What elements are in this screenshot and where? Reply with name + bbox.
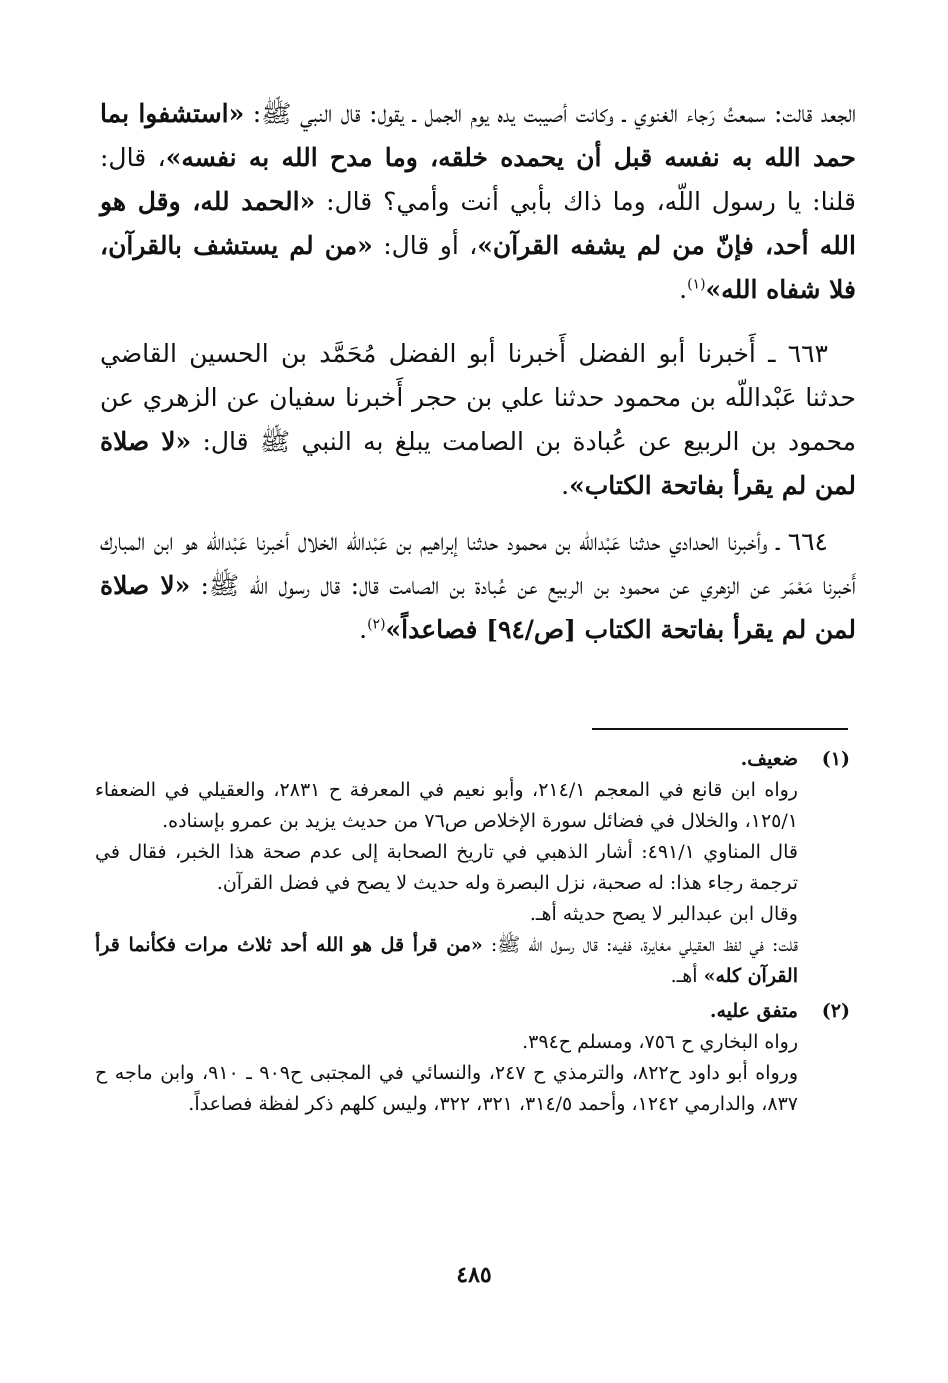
footnote-2-number: (٢) [821,1000,850,1022]
footnote-1 [95,744,850,992]
paragraph-664 [100,520,856,652]
footnote-ref-1: (١) [687,276,706,293]
footnote-2-title: متفق عليه. [709,1000,798,1022]
paragraph-1 [100,92,856,312]
footnote-separator [592,728,848,730]
footnote-1-title: ضعيف. [740,748,798,770]
footnotes [95,740,850,1120]
paragraph-664-end: . [359,615,368,644]
footnote-1-line-3: وقال ابن عبدالبر لا يصح حديثه أهـ. [529,903,798,925]
footnote-2-line-1: رواه البخاري ح ٧٥٦، ومسلم ح٣٩٤. [522,1031,798,1053]
footnote-1-line-4-end: أهـ. [670,965,704,987]
paragraph-1-text-c: ، أو قال: [372,231,478,260]
page-number: ٤٨٥ [456,1262,492,1288]
footnote-2 [95,996,850,1120]
footnote-1-line-4-text: قلت: في لفظ العقيلي مغايرة، ففيه: قال رسول اللّه ﷺ: [482,934,798,956]
paragraph-664-text: ٦٦٤ ـ وأخبرنا الحدادي حدثنا عَبْداللّه بن محمود حدثنا إبراهيم بن عَبْداللّه الخلال أخبرنا عَبْداللّه هو ابن المبارك أَخبرنا مَعْمَر عن الزهري عن محمود بن الربيع عن عُبادة بن الصامت قال: قال رسول الله ﷺ: [100,527,856,600]
hadith-quote-664: «لا صلاة لمن لم يقرأ بفاتحة الكتاب [ص/٩٤] فصاعداً» [100,571,856,644]
footnote-1-quote: «من قرأ قل هو الله أحد ثلاث مرات فكأنما قرأ القرآن كله» [95,934,798,987]
footnote-ref-2: (٢) [367,616,386,633]
hadith-quote-2: «الحمد لله، وقل هو الله أحد، فإنّ من لم يشفه القرآن» [100,187,856,260]
paragraph-663 [100,332,856,508]
paragraph-1-text-a: الجعد قالت: سمعتُ رَجاء الغنوي ـ وكانت أصيبت يده يوم الجمل ـ يقول: قال النبي ﷺ: [244,99,857,128]
paragraph-663-text: ٦٦٣ ـ أَخبرنا أبو الفضل أَخبرنا أبو الفضل مُحَمَّد بن الحسين القاضي حدثنا عَبْداللّه بن محمود حدثنا علي بن حجر أَخبرنا سفيان عن الزهري عن محمود بن الربيع عن عُبادة بن الصامت يبلغ به النبي ﷺ قال: [100,339,856,456]
hadith-quote-3: «من لم يستشف بالقرآن، فلا شفاه الله» [100,231,856,304]
footnote-1-line-1: رواه ابن قانع في المعجم ٢١٤/١، وأبو نعيم في المعرفة ح ٢٨٣١، والعقيلي في الضعفاء ١٢٥/١، والخلال في فضائل سورة الإخلاص ص٧٦ من حديث يزيد بن عمرو بإسناده. [95,779,798,832]
hadith-quote-663: «لا صلاة لمن لم يقرأ بفاتحة الكتاب» [100,427,856,500]
paragraph-1-end: . [679,275,688,304]
hadith-quote-1: «استشفوا بما حمد الله به نفسه قبل أن يحمده خلقه، وما مدح الله به نفسه» [100,99,857,172]
footnote-1-line-4 [95,930,798,992]
footnote-1-number: (١) [821,748,850,770]
footnote-1-line-2: قال المناوي ٤٩١/١: أشار الذهبي في تاريخ الصحابة إلى عدم صحة هذا الخبر، فقال في ترجمة رجاء هذا: له صحبة، نزل البصرة وله حديث لا يصح في فضل القرآن. [95,841,798,894]
paragraph-1-text-b: ، قال: قلنا: يا رسول اللّه، وما ذاك بأبي أنت وأمي؟ قال: [100,143,856,216]
footnote-2-line-2: ورواه أبو داود ح٨٢٢، والترمذي ح ٢٤٧، والنسائي في المجتبى ح٩٠٩ ـ ٩١٠، وابن ماجه ح ٨٣٧، والدارمي ١٢٤٢، وأحمد ٣١٤/٥، ٣٢١، ٣٢٢، وليس كلهم ذكر لفظة فصاعداً. [95,1062,799,1115]
paragraph-663-end: . [561,471,570,500]
